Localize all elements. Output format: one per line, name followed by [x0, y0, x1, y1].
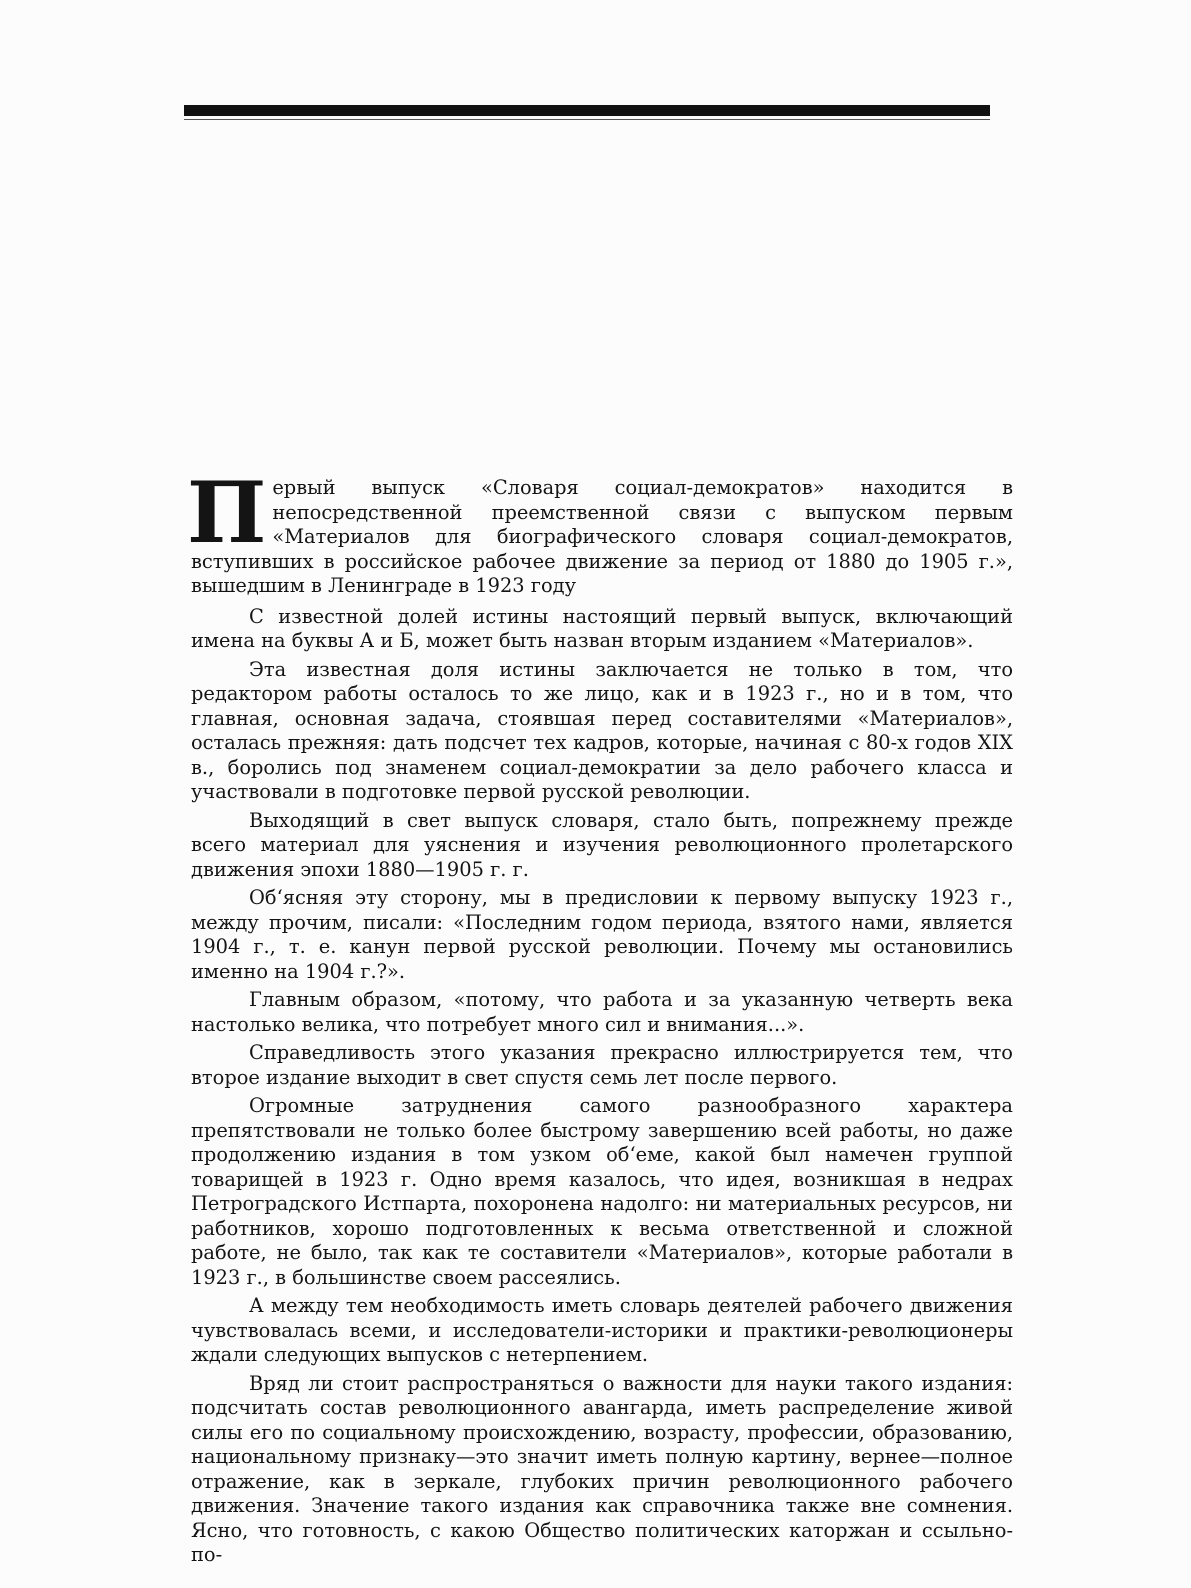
drop-cap: П	[187, 463, 265, 562]
paragraph: Об‘ясняя эту сторону, мы в предисловии к первому выпуску 1923 г., между прочим, писали: «Последним годом периода, взятого нами, является 1904 г., т. е. канун первой русской революции. Почему мы остановились именно на 1904 г.?».	[191, 886, 1013, 983]
body-text	[187, 463, 1013, 1572]
paragraph: Эта известная доля истины заключается не только в том, что редактором работы осталось то же лицо, как и в 1923 г., но и в том, что главная, основная задача, стоявшая перед составителями «Материалов», осталась прежняя: дать подсчет тех кадров, которые, начиная с 80-х годов XIX в., боролись под знаменем социал-демократии за дело рабочего класса и участвовали в подготовке первой русской революции.	[191, 657, 1013, 803]
paragraph: С известной долей истины настоящий первый выпуск, включающий имена на буквы А и Б, может быть назван вторым изданием «Материалов».	[191, 604, 1013, 652]
paragraph: Главным образом, «потому, что работа и за указанную четверть века настолько велика, что потребует много сил и внимания...».	[191, 988, 1013, 1036]
header-rule-thin	[184, 119, 990, 120]
intro-paragraph	[187, 463, 1013, 599]
header-rule	[184, 105, 990, 116]
paragraph: Огромные затруднения самого разнообразного характера препятствовали не только более быстрому завершению всей работы, но даже продолжению издания в том узком об‘еме, какой был намечен группой товарищей в 1923 г. Одно время казалось, что идея, возникшая в недрах Петроградского Истпарта, похоронена надолго: ни материальных ресурсов, ни работников, хорошо подготовленных к весьма ответственной и сложной работе, не было, так как те составители «Материалов», которые работали в 1923 г., в большинстве своем рассеялись.	[191, 1094, 1013, 1289]
paragraph: Выходящий в свет выпуск словаря, стало быть, попрежнему прежде всего материал для уяснения и изучения революционного пролетарского движения эпохи 1880—1905 г. г.	[191, 808, 1013, 881]
paragraph: А между тем необходимость иметь словарь деятелей рабочего движения чувствовалась всеми, и исследователи-историки и практики-революционеры ждали следующих выпусков с нетерпением.	[191, 1294, 1013, 1366]
intro-text: ервый выпуск «Словаря социал-демократов» находится в непосредственной преемственной связи с выпуском первым «Материалов для биографического словаря социал-демократов, вступивших в российское рабочее движение за период от 1880 до 1905 г.», вышедшим в Ленинграде в 1923 году	[191, 476, 1013, 597]
paragraph: Справедливость этого указания прекрасно иллюстрируется тем, что второе издание выходит в свет спустя семь лет после первого.	[191, 1041, 1013, 1089]
paragraph: Вряд ли стоит распространяться о важности для науки такого издания: подсчитать состав революционного авангарда, иметь распределение живой силы его по социальному происхождению, возрасту, профессии, образованию, национальному признаку—это значит иметь полную картину, вернее—полное отражение, как в зеркале, глубоких причин революционного рабочего движения. Значение такого издания как справочника также вне сомнения. Ясно, что готовность, с какою Общество политических каторжан и ссыльно-по-	[191, 1371, 1013, 1566]
